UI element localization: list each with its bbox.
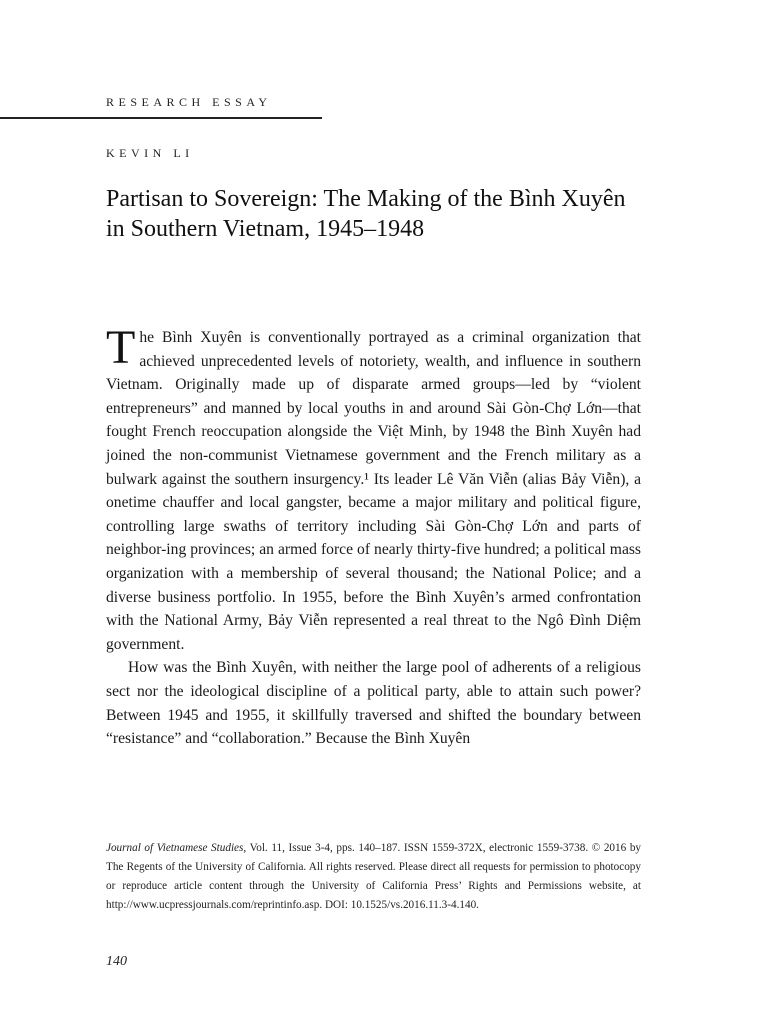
paragraph-1: [106, 321, 641, 656]
page-number: 140: [106, 954, 127, 969]
section-rule: [0, 117, 322, 119]
paragraph-1-text: he Bình Xuyên is conventionally portrayed as a criminal organization that achieved unprecedented levels of notoriety, wealth, and influence in southern Vietnam. Originally made up of disparate armed groups—led by “violent entrepreneurs” and manned by local youths in and around Sài Gòn-Chợ Lớn—that fought French reoccupation alongside the Việt Minh, by 1948 the Bình Xuyên had joined the non-communist Vietnamese government and the French military as a bulwark against the southern insurgency.¹ Its leader Lê Văn Viễn (alias Bảy Viễn), a onetime chauffer and local gangster, became a major military and political figure, controlling large swaths of territory including Sài Gòn-Chợ Lớn and parts of neighbor-ing provinces; an armed force of nearly thirty-five hundred; a political mass organization with a membership of several thousand; the National Police; and a diverse business portfolio. In 1955, before the Bình Xuyên’s armed confrontation with the National Army, Bảy Viễn represented a real threat to the Ngô Đình Diệm government.: [106, 329, 641, 653]
drop-cap: T: [106, 321, 136, 374]
section-label: RESEARCH ESSAY: [106, 95, 272, 109]
article-title: Partisan to Sovereign: The Making of the Bình Xuyên in Southern Vietnam, 1945–1948: [106, 186, 626, 242]
author-name: KEVIN LI: [106, 146, 194, 160]
article-body: [106, 321, 641, 751]
footnote-text: , Vol. 11, Issue 3-4, pps. 140–187. ISSN 1559-372X, electronic 1559-3738. © 2016 by The Regents of the University of California. All rights reserved. Please direct all requests for permission to photocopy or reproduce article content through the University of California Press’ Rights and Permissions website, at http://www.ucpressjournals.com/reprintinfo.asp. DOI: 10.1525/vs.2016.11.3-4.140.: [106, 842, 642, 911]
journal-name: Journal of Vietnamese Studies: [106, 842, 244, 854]
paragraph-2: How was the Bình Xuyên, with neither the large pool of adherents of a religious sect nor the ideological discipline of a political party, able to attain such power? Between 1945 and 1955, it skillfully traversed and shifted the boundary between “resistance” and “collaboration.” Because the Bình Xuyên: [106, 659, 641, 748]
publication-footnote: [106, 839, 641, 915]
